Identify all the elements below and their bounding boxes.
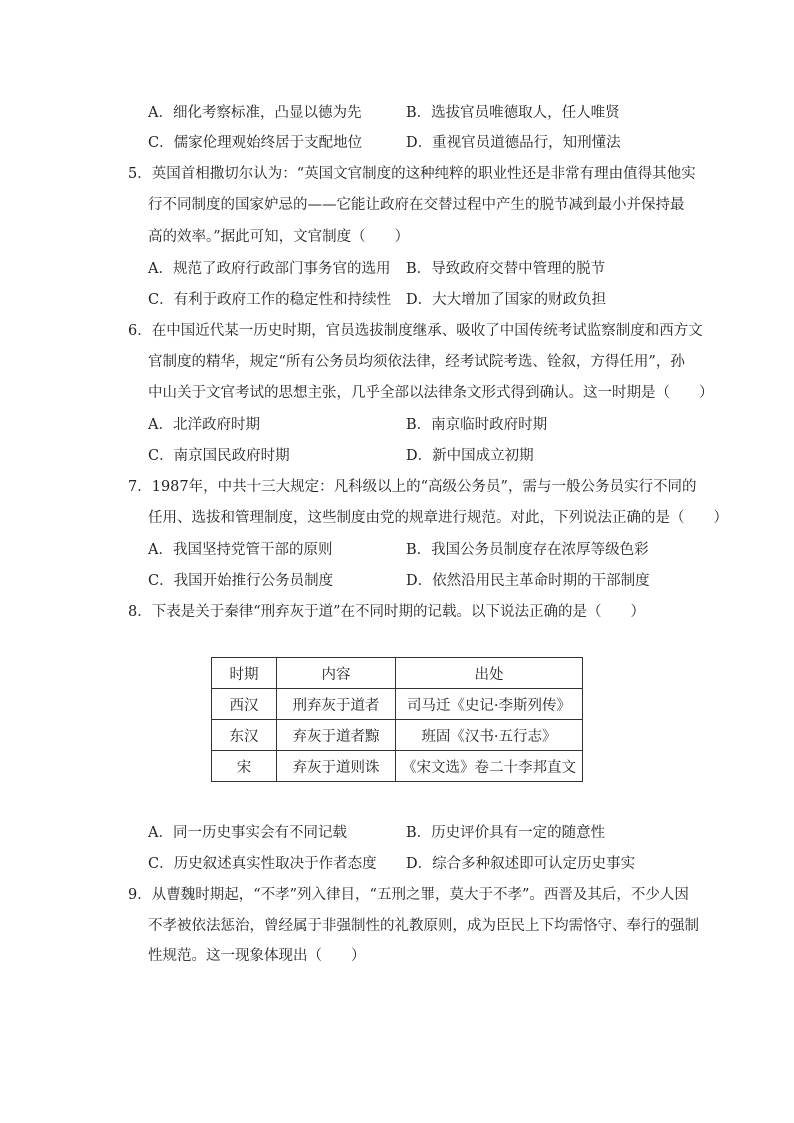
q6-option-c: C．南京国民政府时期 bbox=[148, 448, 290, 464]
q8-options-row-2 bbox=[148, 854, 688, 874]
q5-option-c: C．有利于政府工作的稳定性和持续性 bbox=[148, 292, 392, 308]
q8-option-d: D．综合多种叙述即可认定历史事实 bbox=[406, 856, 636, 872]
q7-options-row-1 bbox=[148, 540, 688, 560]
q7-stem-line-2: 任用、选拔和管理制度，这些制度由党的规章进行规范。对此，下列说法正确的是（ ） bbox=[148, 510, 728, 526]
q7-option-c: C．我国开始推行公务员制度 bbox=[148, 573, 334, 589]
q9-stem-line-1: 9．从曹魏时期起，“不孝”列入律目，“五刑之罪，莫大于不孝”。西晋及其后，不少人因 bbox=[128, 887, 689, 903]
q8-options-row-1 bbox=[148, 823, 688, 843]
q7-option-b: B．我国公务员制度存在浓厚等级色彩 bbox=[406, 542, 649, 558]
table-header-cell: 时期 bbox=[212, 658, 277, 689]
table-row bbox=[212, 689, 583, 720]
q5-stem-line-1: 5．英国首相撒切尔认为：“英国文官制度的这种纯粹的职业性还是非常有理由值得其他实 bbox=[128, 166, 696, 182]
q5-option-d: D．大大增加了国家的财政负担 bbox=[406, 292, 607, 308]
table-cell: 班固《汉书·五行志》 bbox=[396, 720, 583, 751]
q6-option-b: B．南京临时政府时期 bbox=[406, 417, 548, 433]
q7-option-a: A．我国坚持党管干部的原则 bbox=[148, 542, 333, 558]
q7-option-d: D．依然沿用民主革命时期的干部制度 bbox=[406, 573, 650, 589]
q5-options-row-1 bbox=[148, 259, 688, 279]
q7-options-row-2 bbox=[148, 571, 688, 591]
q9-stem-line-3: 性规范。这一现象体现出（ ） bbox=[148, 948, 366, 964]
q6-stem-line-1: 6．在中国近代某一历史时期，官员选拔制度继承、吸收了中国传统考试监察制度和西方文 bbox=[128, 323, 703, 339]
q6-stem-line-2: 官制度的精华，规定“所有公务员均须依法律，经考试院考选、铨叙，方得任用”，孙 bbox=[148, 354, 685, 370]
q9-stem-line-2: 不孝被依法惩治，曾经属于非强制性的礼教原则，成为臣民上下均需恪守、奉行的强制 bbox=[148, 918, 699, 934]
q4-option-a: A．细化考察标准，凸显以德为先 bbox=[148, 105, 362, 121]
q4-options-row-2 bbox=[148, 133, 688, 153]
q8-option-a: A．同一历史事实会有不同记载 bbox=[148, 825, 347, 841]
table-header-cell: 出处 bbox=[396, 658, 583, 689]
q5-option-b: B．导致政府交替中管理的脱节 bbox=[406, 261, 606, 277]
q5-options-row-2 bbox=[148, 290, 688, 310]
q8-option-c: C．历史叙述真实性取决于作者态度 bbox=[148, 856, 377, 872]
q6-stem-line-3: 中山关于文官考试的思想主张，几乎全部以法律条文形式得到确认。这一时期是（ ） bbox=[148, 385, 714, 401]
table-cell: 东汉 bbox=[212, 720, 277, 751]
table-cell: 弃灰于道则诛 bbox=[277, 751, 396, 782]
table-cell: 宋 bbox=[212, 751, 277, 782]
q8-stem: 8．下表是关于秦律“刑弃灰于道”在不同时期的记载。以下说法正确的是（ ） bbox=[128, 604, 646, 620]
q4-option-b: B．选拔官员唯德取人，任人唯贤 bbox=[406, 105, 620, 121]
table-cell: 弃灰于道者黥 bbox=[277, 720, 396, 751]
q8-option-b: B．历史评价具有一定的随意性 bbox=[406, 825, 606, 841]
table-header-row bbox=[212, 658, 583, 689]
q5-option-a: A．规范了政府行政部门事务官的选用 bbox=[148, 261, 391, 277]
table-cell: 《宋文选》卷二十李邦直文 bbox=[396, 751, 583, 782]
q4-option-d: D．重视官员道德品行，知刑懂法 bbox=[406, 135, 621, 151]
table-header-cell: 内容 bbox=[277, 658, 396, 689]
table-row bbox=[212, 751, 583, 782]
table-cell: 司马迁《史记·李斯列传》 bbox=[396, 689, 583, 720]
q5-stem-line-3: 高的效率。”据此可知，文官制度（ ） bbox=[148, 229, 410, 245]
table-cell: 刑弃灰于道者 bbox=[277, 689, 396, 720]
table-cell: 西汉 bbox=[212, 689, 277, 720]
q6-options-row-2 bbox=[148, 446, 688, 466]
q5-stem-line-2: 行不同制度的国家妒忌的——它能让政府在交替过程中产生的脱节减到最小并保持最 bbox=[148, 197, 685, 213]
q6-option-d: D．新中国成立初期 bbox=[406, 448, 534, 464]
q6-options-row-1 bbox=[148, 415, 688, 435]
q7-stem-line-1: 7．1987年，中共十三大规定：凡科级以上的“高级公务员”，需与一般公务员实行不同的 bbox=[128, 479, 697, 495]
q6-option-a: A．北洋政府时期 bbox=[148, 417, 260, 433]
q4-options-row-1 bbox=[148, 103, 688, 123]
table-row bbox=[212, 720, 583, 751]
q4-option-c: C．儒家伦理观始终居于支配地位 bbox=[148, 135, 363, 151]
q8-records-table bbox=[211, 657, 583, 782]
